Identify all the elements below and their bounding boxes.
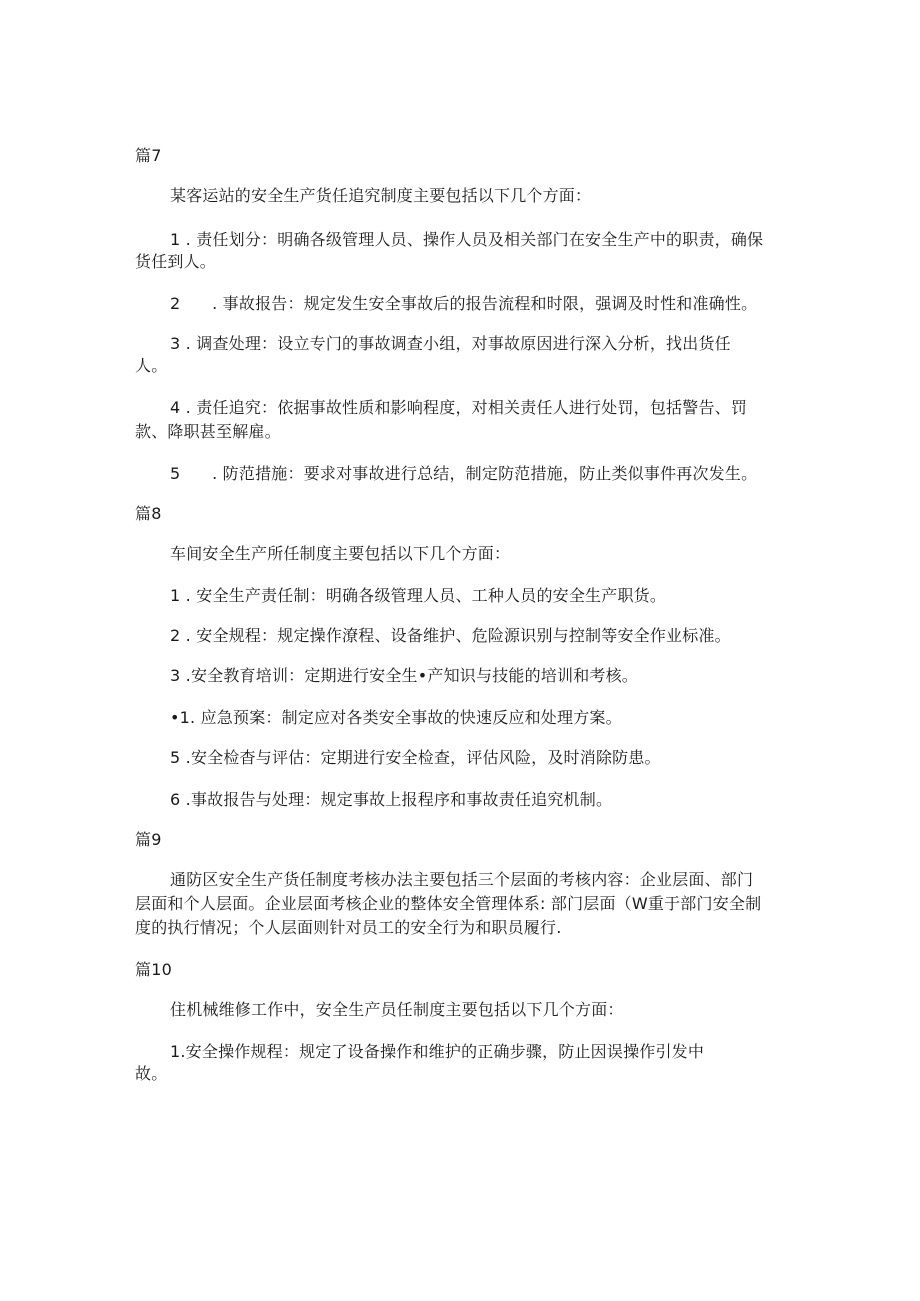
- list-item: 3 .安全教育培训：定期进行安全生•产知识与技能的培训和考核。: [170, 666, 638, 685]
- list-item-continuation: 货任到人。: [135, 252, 217, 271]
- list-item: 5 .安全检杳与评估：定期进行安全检查，评估风险，及时消除防患。: [170, 748, 661, 767]
- paragraph-line: 层面和个人层面。企业层面考核企业的整体安全管理体系: 部门层面（W重于部门安全制: [135, 894, 762, 913]
- section-heading: 篇10: [135, 960, 172, 979]
- list-item: 5 . 防范措施：要求对事故进行总结，制定防范措施，防止类似事件再次发生。: [170, 464, 758, 483]
- list-item: 3 . 调查处理：设立专门的事故调查小组，对事故原因进行深入分析，找出货任: [170, 334, 731, 353]
- section-heading: 篇8: [135, 504, 162, 523]
- section-intro: 住机械维修工作中，安全生产员任制度主要包括以下几个方面：: [170, 1000, 624, 1019]
- section-heading: 篇9: [135, 830, 162, 849]
- list-item: 4 . 责任追究：依据事故性质和影响程度，对相关责任人进行处罚，包括警告、罚: [170, 398, 748, 417]
- list-item: •1. 应急预案：制定应对各类安全事故的快速反应和处理方案。: [170, 708, 622, 727]
- list-item: 6 .事故报告与处理：规定事故上报程序和事故责任追究机制。: [170, 790, 613, 809]
- list-item: 2 . 事故报告：规定发生安全事故后的报告流程和时限，强调及时性和准确性。: [170, 294, 758, 313]
- list-item: 1 . 安全生产责任制：明确各级管理人员、工种人员的安全生产职货。: [170, 586, 667, 605]
- list-item-continuation: 款、降职甚至解雇。: [135, 422, 281, 441]
- section-intro: 某客运站的安全生产货任追究制度主要包括以下几个方面：: [170, 186, 592, 205]
- list-item: 1.安全操作规程：规定了设备操作和维护的正确步骤，防止因误操作引发中: [170, 1042, 705, 1061]
- section-intro: 车间安全生产所任制度主要包括以下几个方面：: [170, 544, 511, 563]
- section-heading: 篇7: [135, 146, 162, 165]
- paragraph-line: 度的执行情况；个人层面则针对员工的安全行为和职员履行.: [135, 918, 562, 937]
- list-item-continuation: 故。: [135, 1064, 168, 1083]
- paragraph-line: 通防区安全生产货任制度考核办法主要包括三个层面的考核内容：企业层面、部门: [170, 870, 754, 889]
- list-item: 1 . 责任划分：明确各级管理人员、操作人员及相关部门在安全生产中的职责，确保: [170, 230, 764, 249]
- list-item-continuation: 人。: [135, 356, 168, 375]
- list-item: 2 . 安全规程：规定操作潦程、设备维护、危险源识别与控制等安全作业标准。: [170, 626, 731, 645]
